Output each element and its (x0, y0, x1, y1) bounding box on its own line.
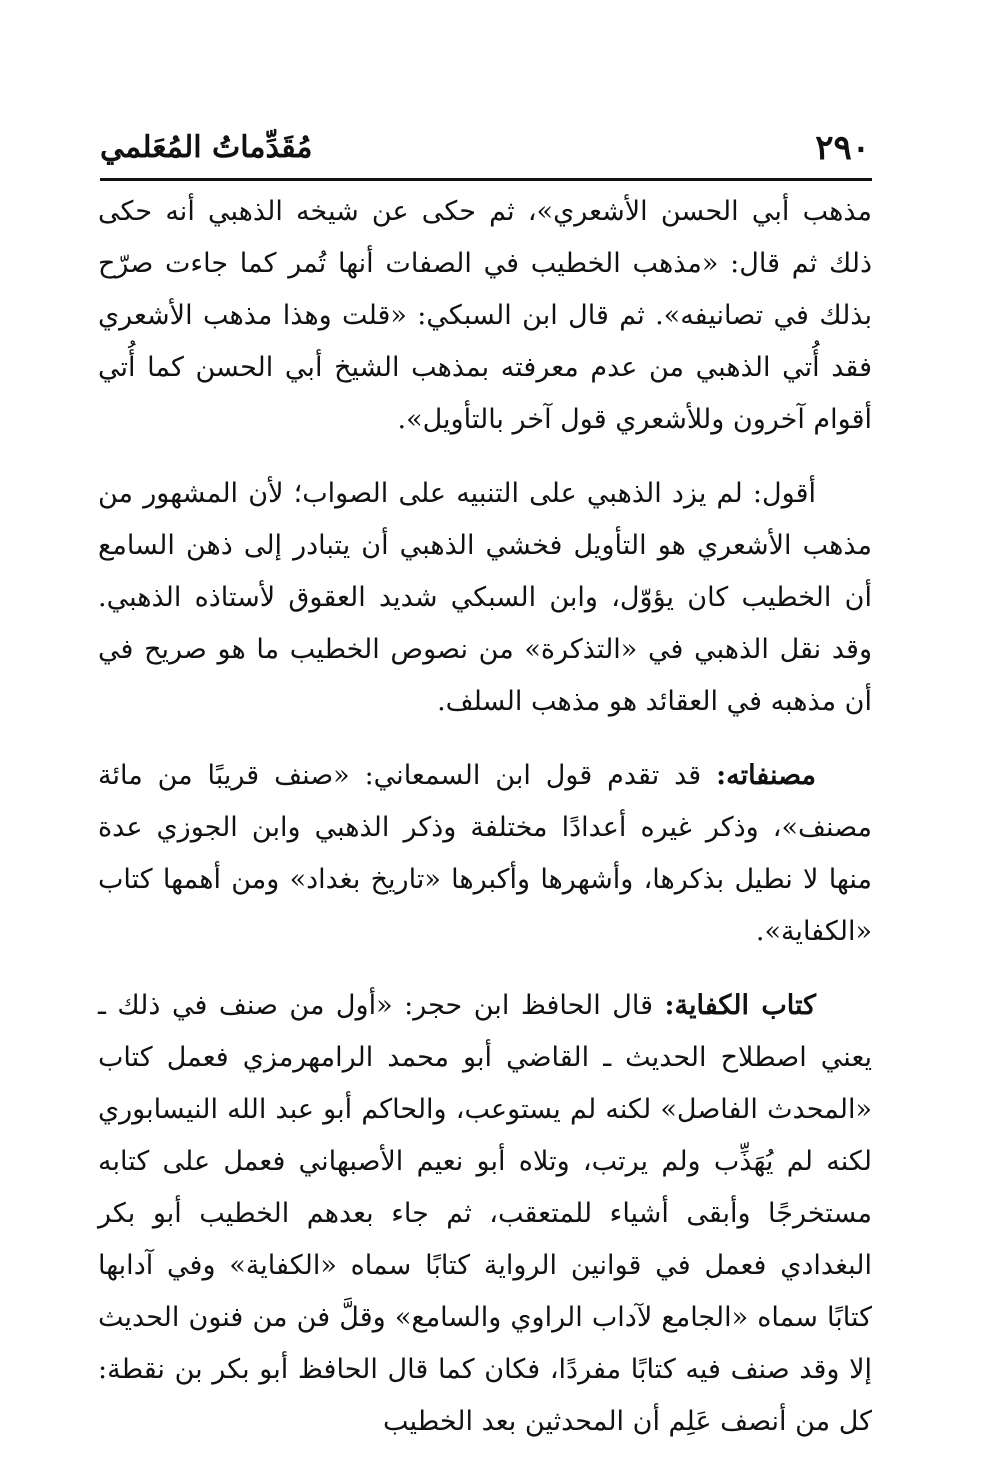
paragraph-lead: كتاب الكفاية: (664, 990, 817, 1021)
page-number: ٢٩٠ (815, 128, 870, 168)
paragraph-kifaya (98, 980, 872, 1448)
paragraph-continuation (98, 186, 872, 446)
body-text (98, 186, 872, 1448)
paragraph-lead: مصنفاته: (716, 760, 816, 791)
paragraph-text: قد تقدم قول ابن السمعاني: «صنف قريبًا من مائة مصنف»، وذكر غيره أعدادًا مختلفة وذكر الذهبي وابن الجوزي عدة منها لا نطيل بذكرها، وأشهرها وأكبرها «تاريخ بغداد» ومن أهمها كتاب «الكفاية». (98, 760, 872, 947)
paragraph-text: لم يزد الذهبي على التنبيه على الصواب؛ لأن المشهور من مذهب الأشعري هو التأويل فخشي الذهبي أن يتبادر إلى ذهن السامع أن الخطيب كان يؤوّل، وابن السبكي شديد العقوق لأستاذه الذهبي. وقد نقل الذهبي في «التذكرة» من نصوص الخطيب ما هو صريح في أن مذهبه في العقائد هو مذهب السلف. (98, 478, 872, 717)
paragraph-works (98, 750, 872, 958)
page-header (100, 128, 870, 176)
paragraph-text: مذهب أبي الحسن الأشعري»، ثم حكى عن شيخه الذهبي أنه حكى ذلك ثم قال: «مذهب الخطيب في الصفات أنها تُمر كما جاءت صرّح بذلك في تصانيفه». ثم قال ابن السبكي: «قلت وهذا مذهب الأشعري فقد أُتي الذهبي من عدم معرفته بمذهب الشيخ أبي الحسن كما أُتي أقوام آخرون وللأشعري قول آخر بالتأويل». (98, 196, 872, 435)
paragraph-lead: أقول: (752, 478, 816, 509)
paragraph-text: قال الحافظ ابن حجر: «أول من صنف في ذلك ـ يعني اصطلاح الحديث ـ القاضي أبو محمد الرامهرمزي فعمل كتاب «المحدث الفاصل» لكنه لم يستوعب، والحاكم أبو عبد الله النيسابوري لكنه لم يُهَذِّب ولم يرتب، وتلاه أبو نعيم الأصبهاني فعمل على كتابه مستخرجًا وأبقى أشياء للمتعقب، ثم جاء بعدهم الخطيب أبو بكر البغدادي فعمل في قوانين الرواية كتابًا سماه «الكفاية» وفي آدابها كتابًا سماه «الجامع لآداب الراوي والسامع» وقلَّ فن من فنون الحديث إلا وقد صنف فيه كتابًا مفردًا، فكان كما قال الحافظ أبو بكر بن نقطة: كل من أنصف عَلِم أن المحدثين بعد الخطيب (98, 990, 872, 1437)
header-rule (100, 178, 872, 181)
running-title: مُقَدِّماتُ المُعَلمي (100, 130, 313, 165)
paragraph-aqul (98, 468, 872, 728)
